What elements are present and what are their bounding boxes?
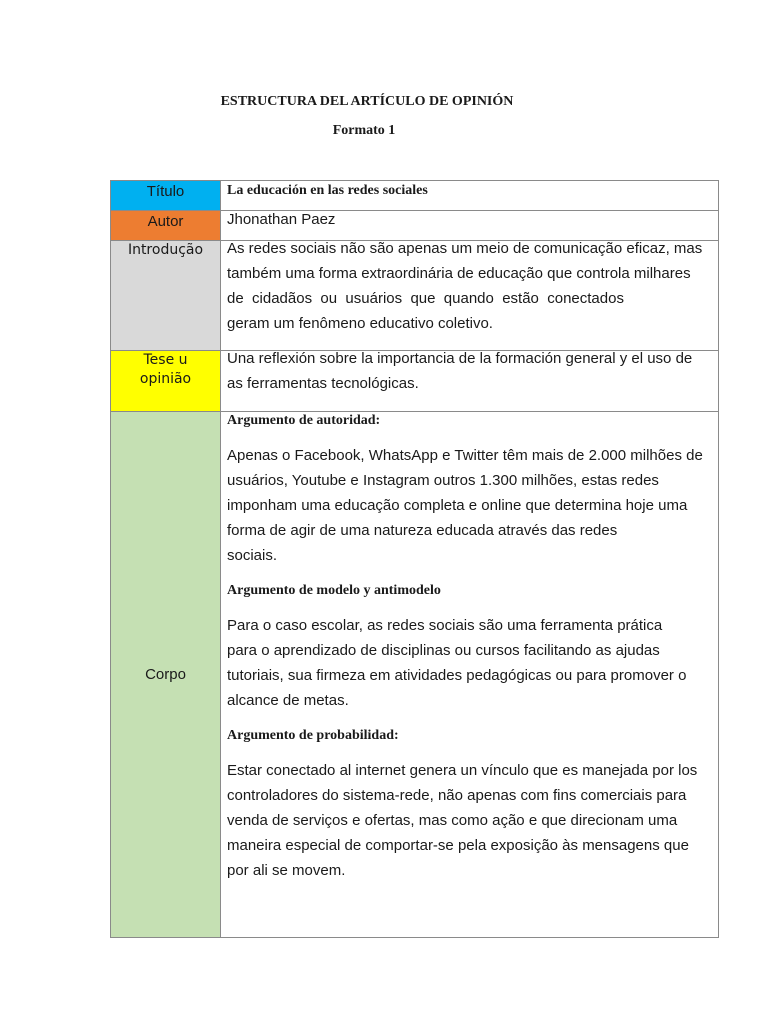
argument-line: usuários, Youtube e Instagram outros 1.300 milhões, estas redes bbox=[227, 472, 659, 489]
corpo-label: Corpo bbox=[145, 666, 186, 683]
introducao-value-cell bbox=[220, 240, 719, 351]
titulo-value-cell bbox=[220, 180, 719, 211]
tese-label-line: opinião bbox=[139, 371, 192, 387]
introducao-line: As redes sociais não são apenas um meio de comunicação eficaz, mas bbox=[227, 240, 703, 257]
autor-label: Autor bbox=[147, 213, 184, 230]
argument-line: controladores do sistema-rede, não apenas com fins comerciais para bbox=[227, 787, 687, 804]
argument-line: para o aprendizado de disciplinas ou cursos facilitando as ajudas bbox=[227, 642, 660, 659]
argument-line: venda de serviços e ofertas, mas como ação e que direcionam uma bbox=[227, 812, 678, 829]
tese-label-line: Tese u bbox=[143, 352, 188, 368]
introducao-label-cell bbox=[110, 240, 221, 351]
argument-line: por ali se movem. bbox=[227, 862, 346, 879]
argument-heading: Argumento de modelo y antimodelo bbox=[227, 583, 441, 598]
introducao-line: geram um fenômeno educativo coletivo. bbox=[227, 315, 493, 332]
autor-value: Jhonathan Paez bbox=[227, 211, 336, 228]
titulo-label: Título bbox=[146, 183, 185, 200]
argument-line: alcance de metas. bbox=[227, 692, 349, 709]
argument-heading: Argumento de probabilidad: bbox=[227, 728, 399, 743]
titulo-label-cell bbox=[110, 180, 221, 211]
argument-line: Apenas o Facebook, WhatsApp e Twitter têm mais de 2.000 milhões de bbox=[227, 447, 703, 464]
structure-table bbox=[110, 180, 719, 938]
argument-heading: Argumento de autoridad: bbox=[227, 413, 381, 428]
argument-line: Para o caso escolar, as redes sociais são uma ferramenta prática bbox=[227, 617, 663, 634]
autor-label-cell bbox=[110, 210, 221, 241]
argument-line: maneira especial de comportar-se pela exposição às mensagens que bbox=[227, 837, 689, 854]
argument-line: imponham uma educação completa e online que determina hoje uma bbox=[227, 497, 688, 514]
document-title: ESTRUCTURA DEL ARTÍCULO DE OPINIÓN bbox=[220, 94, 514, 109]
argument-line: Estar conectado al internet genera un vínculo que es manejada por los bbox=[227, 762, 698, 779]
argument-line: sociais. bbox=[227, 547, 278, 564]
argument-line: forma de agir de uma natureza educada através das redes bbox=[227, 522, 618, 539]
titulo-value: La educación en las redes sociales bbox=[227, 183, 428, 198]
argument-line: tutoriais, sua firmeza em atividades pedagógicas ou para promover o bbox=[227, 667, 687, 684]
document-subtitle: Formato 1 bbox=[332, 123, 396, 138]
tese-value-cell bbox=[220, 350, 719, 412]
introducao-line: de cidadãos ou usuários que quando estão conectados bbox=[227, 290, 624, 307]
introducao-line: também uma forma extraordinária de educação que controla milhares bbox=[227, 265, 691, 282]
tese-line: Una reflexión sobre la importancia de la formación general y el uso de bbox=[227, 350, 693, 367]
corpo-label-cell bbox=[110, 411, 221, 938]
introducao-label: Introdução bbox=[127, 242, 204, 258]
tese-label-cell bbox=[110, 350, 221, 412]
tese-line: as ferramentas tecnológicas. bbox=[227, 375, 419, 392]
corpo-value-cell bbox=[220, 411, 719, 938]
